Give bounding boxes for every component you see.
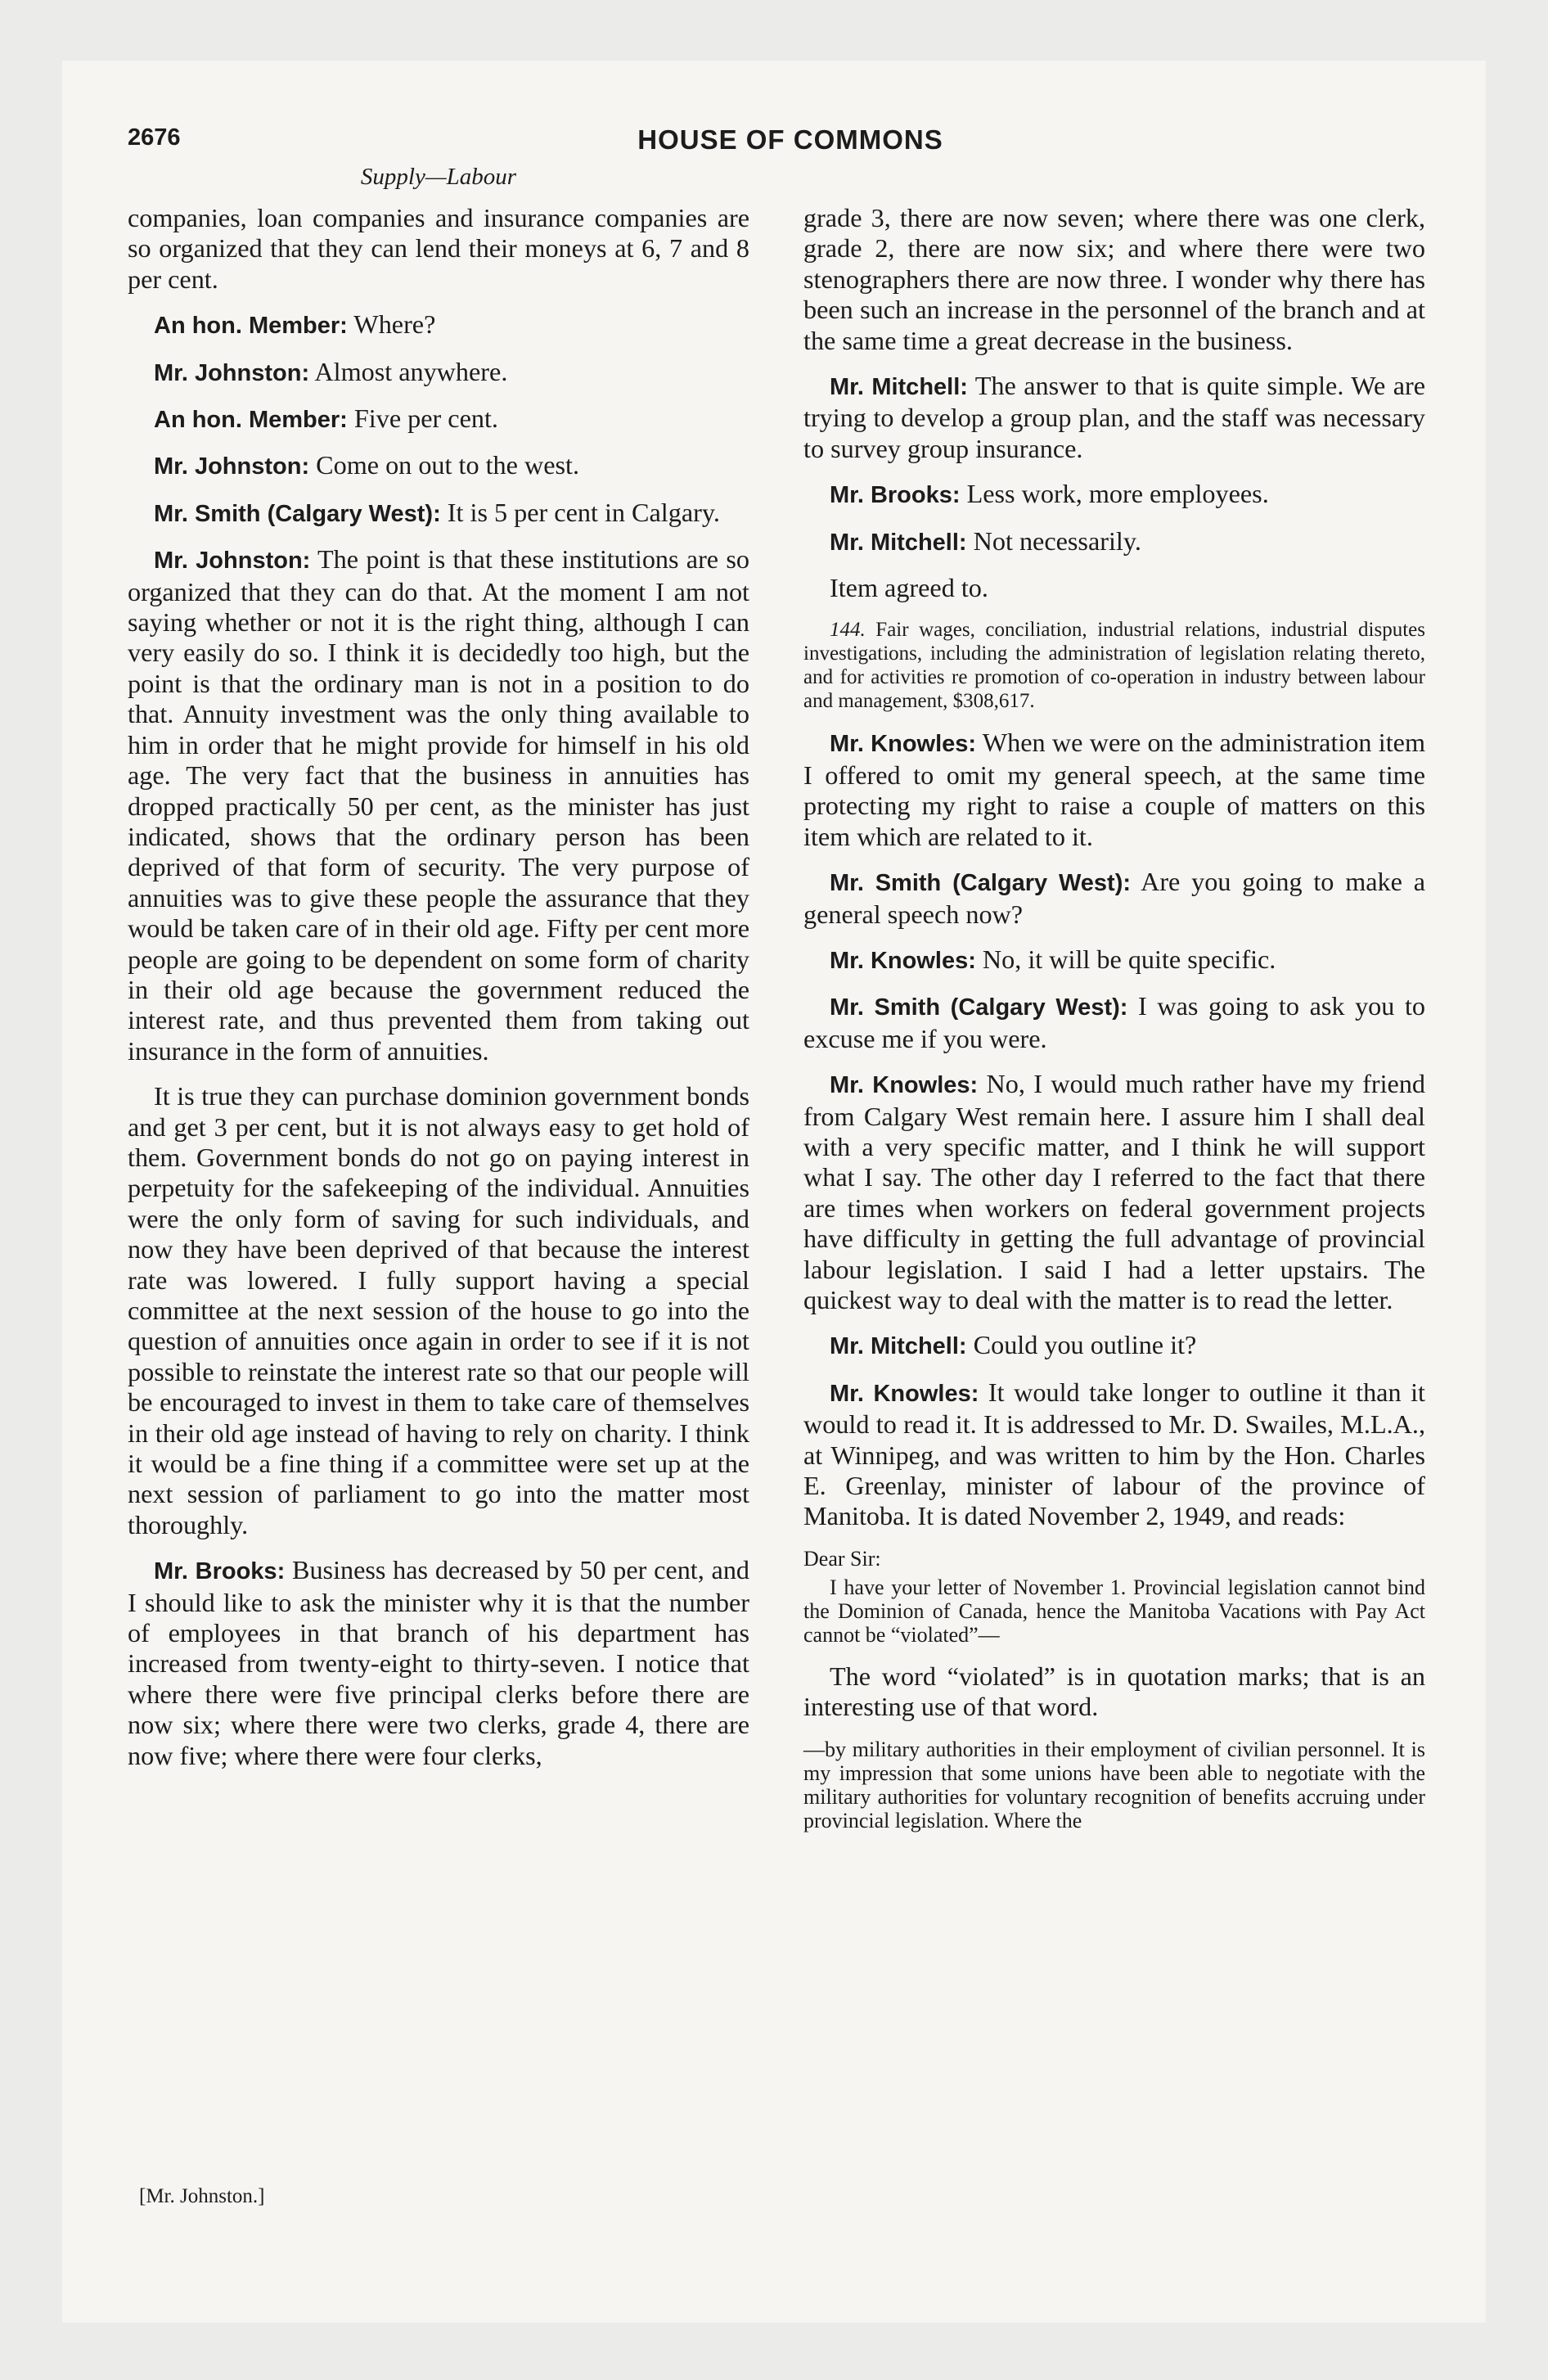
speaker: Mr. Johnston: [154,548,311,575]
speaker: Mr. Mitchell: [830,529,967,556]
speech [803,526,1425,558]
speaker: Mr. Johnston: [154,359,310,386]
speech [803,1377,1425,1532]
speech [128,357,749,389]
speech-text: Less work, more employees. [960,479,1269,509]
speech-text: No, it will be quite specific. [975,944,1276,974]
page-header [128,124,1453,157]
speaker: Mr. Knowles: [830,947,976,974]
speech [803,479,1425,511]
speech-text: Almost anywhere. [309,356,508,386]
section-subtitle: Supply—Labour [360,164,517,190]
speaker: Mr. Knowles: [830,731,977,758]
speech [803,728,1425,852]
speaker: Mr. Mitchell: [830,374,968,401]
paragraph: The word “violated” is in quotation marks; that is an interesting use of that word. [803,1661,1425,1722]
speech-text: Not necessarily. [966,525,1141,556]
speech [803,991,1425,1054]
page-title: HOUSE OF COMMONS [637,124,943,155]
speech [803,1069,1425,1315]
paragraph: It is true they can purchase dominion government bonds and get 3 per cent, but it is not always easy to get hold of them. Government bonds do not go on paying interest in perpetuity for the safekeeping of the individual. Annuities were the only form of saving for such individuals, and now they have been deprived of that because the interest rate was lowered. I fully support having a special committee at the next session of the house to go into the question of annuities once again in order to see if it is not possible to reinstate the interest rate so that our people will be encouraged to invest in them to take care of themselves in their old age instead of having to rely on charity. I think it would be a fine thing if a committee were set up at the next session of parliament to go into the matter most thoroughly. [128,1081,749,1539]
speaker: Mr. Smith (Calgary West): [830,994,1128,1021]
speaker: Mr. Brooks: [830,482,961,509]
speaker: An hon. Member: [154,313,348,340]
speech-text: Could you outline it? [966,1330,1197,1360]
speech [803,1330,1425,1362]
item-text: Fair wages, conciliation, industrial relations, industrial disputes investigations, including the administration of legislation relating thereto, and for activities re promotion of co-operation in industry between labour and management, $308,617. [803,619,1425,713]
speech [803,867,1425,930]
paragraph: grade 3, there are now seven; where there was one clerk, grade 2, there are now six; and where there were two stenographers there are now three. I wonder why there has been such an increase in the personnel of the branch and at the same time a great decrease in the business. [803,203,1425,355]
speech [128,403,749,435]
item-agreed: Item agreed to. [830,573,988,603]
speech-text: Come on out to the west. [309,450,579,480]
speech-text: Are you going to make a general speech now? [803,867,1425,929]
speech [128,309,749,341]
speaker: An hon. Member: [154,407,348,434]
speech-text: It would take longer to outline it than it would to read it. It is addressed to Mr. D. Swailes, M.L.A., at Winnipeg, and was written to him by the Hon. Charles E. Greenlay, minister of labour of the province of Manitoba. It is dated November 2, 1949, and reads: [803,1377,1425,1531]
speaker: Mr. Knowles: [830,1072,979,1099]
speech-text: The point is that these institutions are so organized that they can do that. At the moment I am not saying whether or not it is the right thing, although I can very easily do so. I think it is decidedly too high, but the point is that the ordinary man is not in a position to do that. Annuity investment was the only thing available to him in order that he might provide for himself in his old age. The very fact that the business in annuities has dropped practically 50 per cent, as the minister has just indicated, shows that the ordinary person has been deprived of that form of security. The very purpose of annuities was to give these people the assurance that they would be taken care of in their old age. Fifty per cent more people are going to be dependent on some form of charity in their old age because the government reduced the interest rate, and thus prevented them from taking out insurance in the form of annuities. [128,544,749,1066]
letter-quote: —by military authorities in their employment of civilian personnel. It is my impression that some unions have been able to negotiate with the military authorities for voluntary recognition of benefits accruing under provincial legislation. Where the [803,1737,1425,1832]
speech [803,371,1425,464]
letter-salutation: Dear Sir: [803,1546,881,1571]
speaker: Mr. Mitchell: [830,1333,967,1360]
speech-text: The answer to that is quite simple. We are trying to develop a group plan, and the staff was necessary to survey group insurance. [803,371,1425,463]
speaker: Mr. Knowles: [830,1380,979,1407]
speech [128,544,749,1066]
speech [128,498,749,530]
speaker: Mr. Johnston: [154,453,310,480]
page-footer: [Mr. Johnston.] [139,2185,265,2207]
speech [128,450,749,482]
speech-text: Business has decreased by 50 per cent, and I should like to ask the minister why it is that the number of employees in that branch of his department has increased from twenty-eight to thirty-seven. I notice that where there were five principal clerks before there are now six; where there were two clerks, grade 4, there are now five; where there were four clerks, [128,1555,750,1770]
paragraph: companies, loan companies and insurance companies are so organized that they can lend their moneys at 6, 7 and 8 per cent. [128,203,749,294]
estimate-item [803,618,1425,713]
item-number: 144. [830,619,866,642]
left-column [128,203,749,1786]
right-column [803,203,1425,1847]
speaker: Mr. Brooks: [154,1558,286,1585]
speech [803,944,1425,976]
speech-text: I was going to ask you to excuse me if you were. [803,991,1425,1053]
speech [128,1555,749,1771]
letter-quote: I have your letter of November 1. Provincial legislation cannot bind the Dominion of Canada, hence the Manitoba Vacations with Pay Act cannot be “violated”— [803,1575,1425,1647]
speaker: Mr. Smith (Calgary West): [830,870,1132,897]
speech-text: No, I would much rather have my friend from Calgary West remain here. I assure him I shall deal with a very specific matter, and I think he will support what I say. The other day I referred to the fact that there are times when workers on federal government projects have difficulty in getting the full advantage of provincial labour legislation. I said I had a letter upstairs. The quickest way to deal with the matter is to read the letter. [803,1069,1426,1314]
speaker: Mr. Smith (Calgary West): [154,500,441,527]
speech-text: It is 5 per cent in Calgary. [440,497,720,527]
speech-text: Where? [347,309,436,340]
page-number: 2676 [128,124,181,151]
speech-text: Five per cent. [347,403,498,434]
speech-text: When we were on the administration item I offered to omit my general speech, at the same time protecting my right to raise a couple of matters on this item which are related to it. [803,728,1425,851]
